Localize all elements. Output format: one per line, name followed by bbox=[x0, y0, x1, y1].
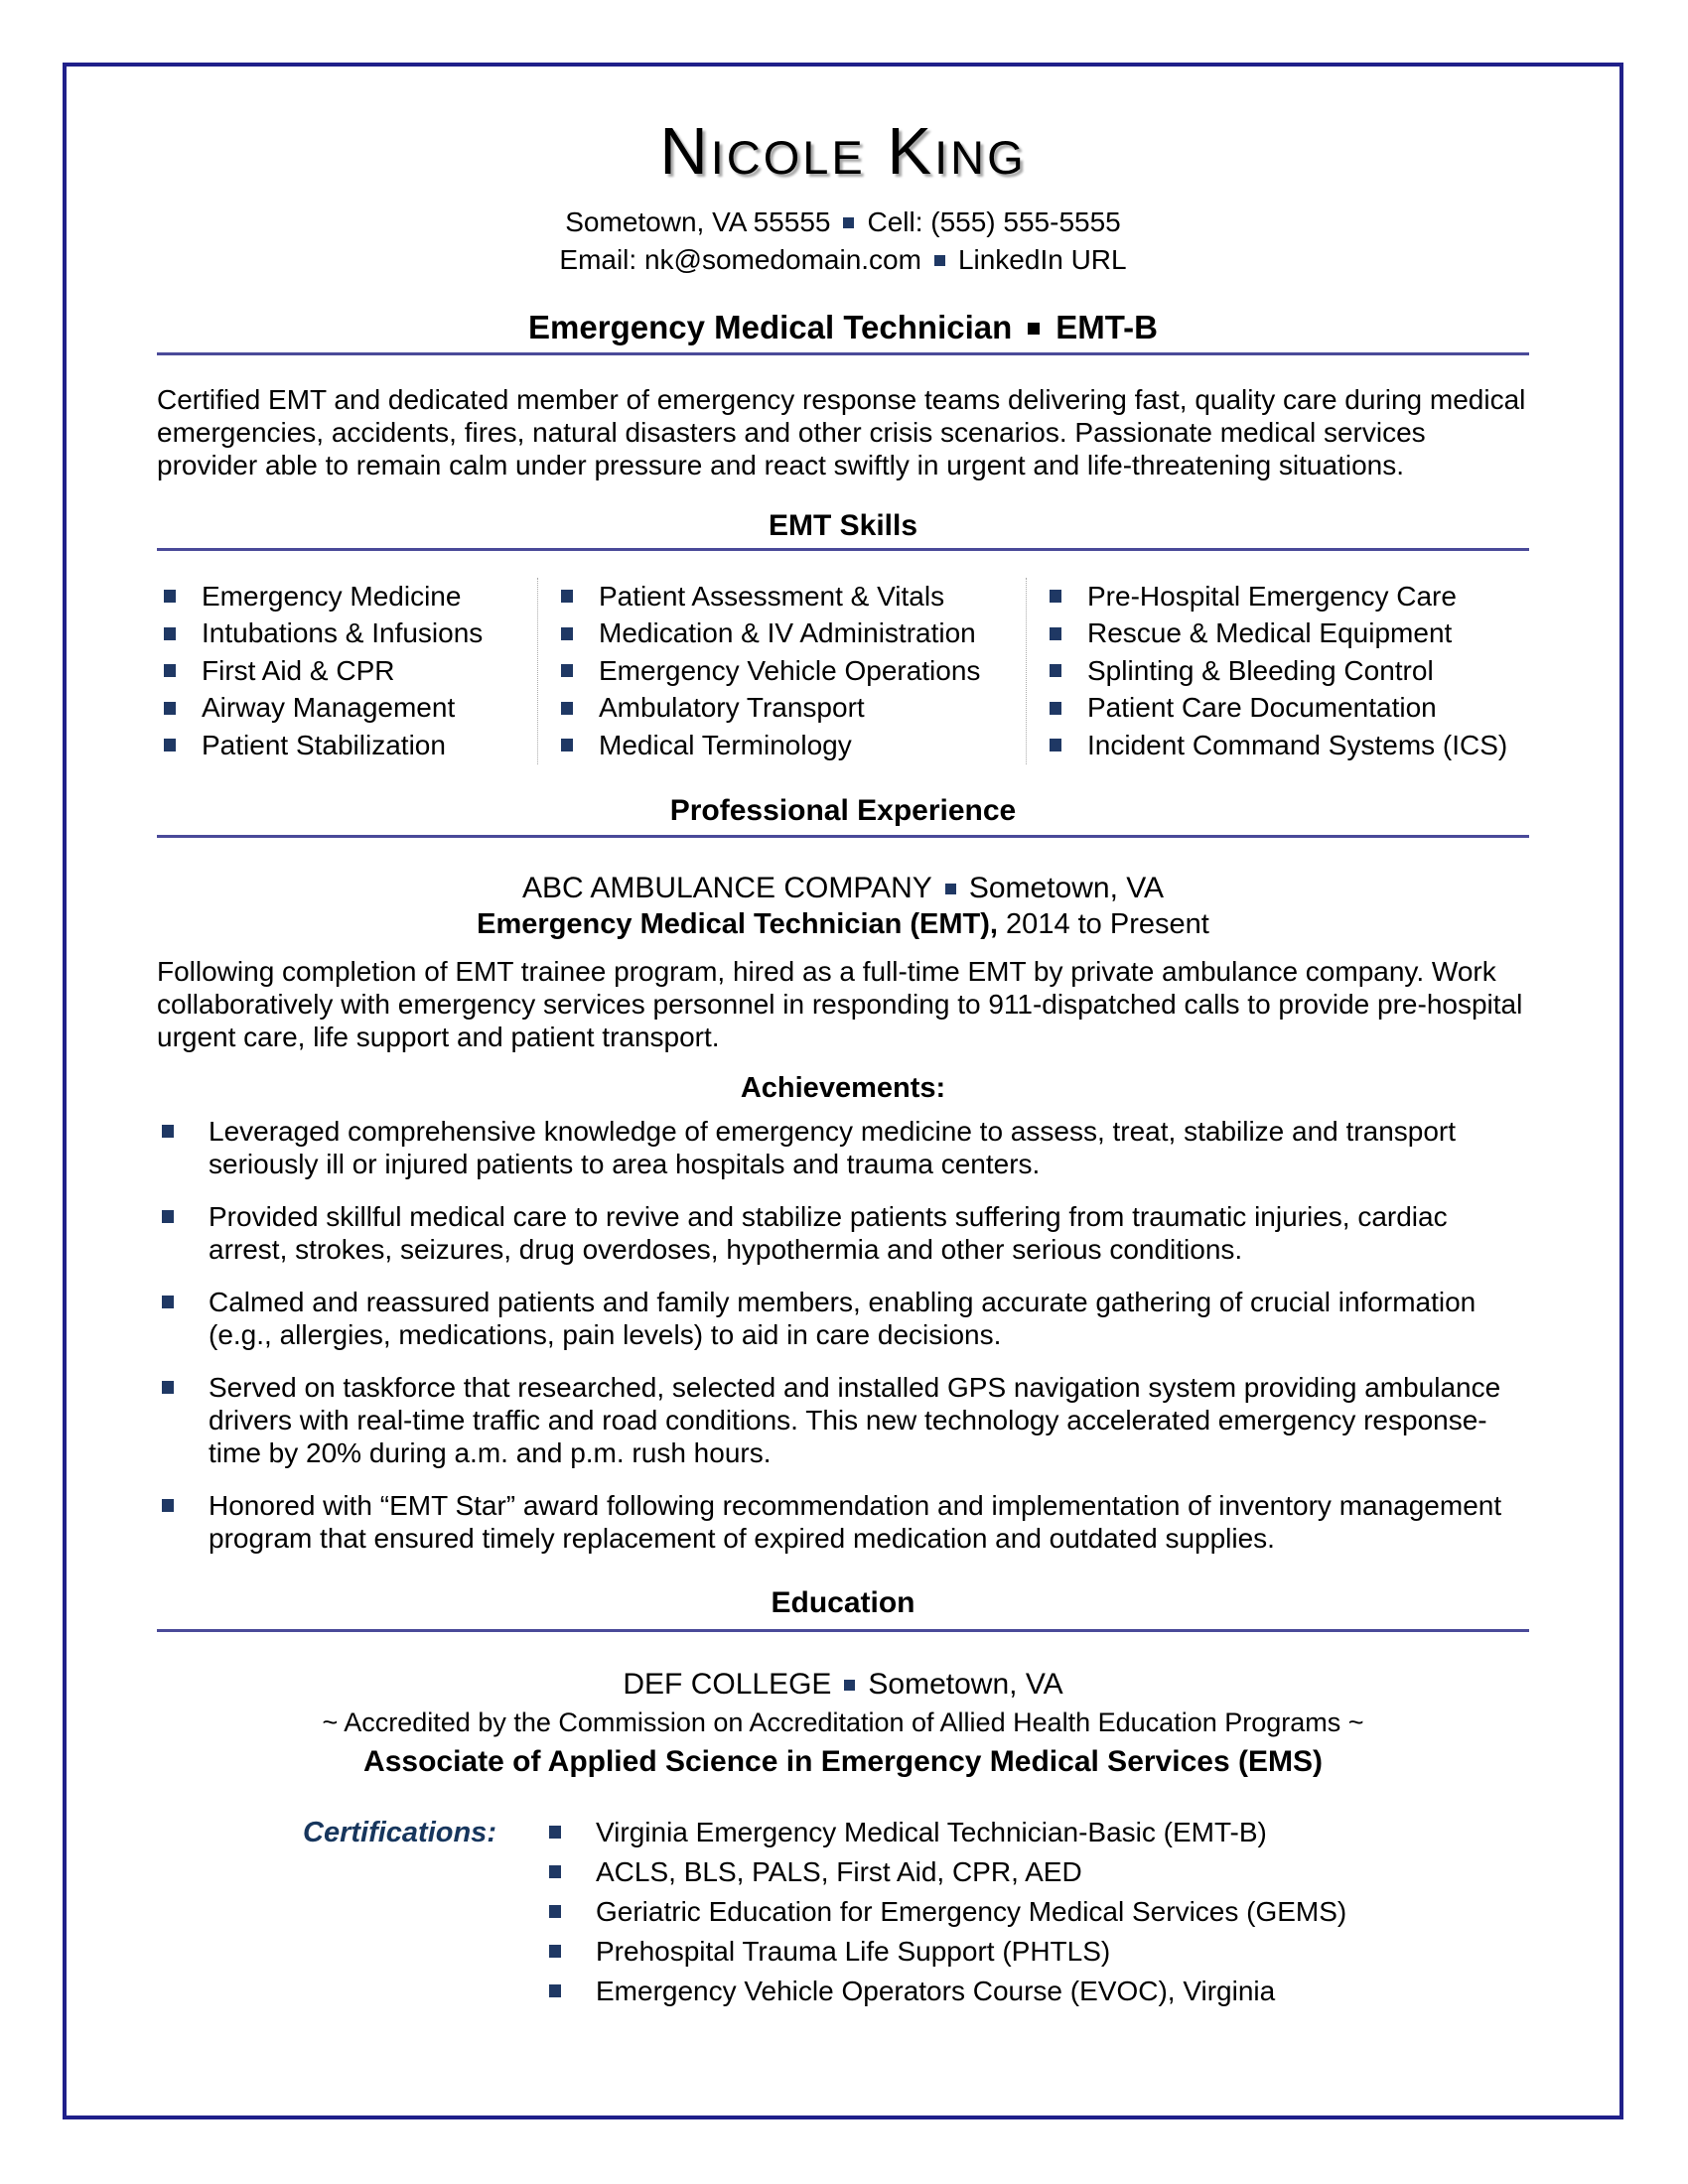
certification-item bbox=[549, 1813, 1346, 1852]
email-text: Email: nk@somedomain.com bbox=[559, 244, 921, 275]
skill-item bbox=[561, 727, 1026, 764]
skill-label: Airway Management bbox=[202, 692, 456, 724]
achievement-item bbox=[157, 1371, 1529, 1469]
skill-label: Patient Stabilization bbox=[202, 729, 446, 760]
separator-square-icon bbox=[945, 884, 956, 894]
accreditation-line: ~ Accredited by the Commission on Accreditation of Allied Health Education Programs ~ bbox=[322, 1706, 1364, 1737]
skill-label: Medication & IV Administration bbox=[599, 617, 976, 649]
skill-item bbox=[164, 727, 537, 764]
experience-description: Following completion of EMT trainee program, hired as a full-time EMT by private ambulance company. Work collaboratively with emergency services personnel in responding to 911-dispatched calls to provide pre-hospital urgent care, life support and patient transport. bbox=[157, 955, 1523, 1052]
skill-bullet-icon bbox=[164, 627, 176, 640]
skill-bullet-icon bbox=[561, 590, 573, 603]
education-rule bbox=[157, 1629, 1529, 1632]
resume-content bbox=[67, 106, 1619, 2011]
company-location: Sometown, VA bbox=[968, 871, 1165, 904]
skill-bullet-icon bbox=[1050, 702, 1061, 715]
certification-text: ACLS, BLS, PALS, First Aid, CPR, AED bbox=[596, 1855, 1082, 1887]
location-text: Sometown, VA 55555 bbox=[565, 206, 831, 237]
skill-label: Pre-Hospital Emergency Care bbox=[1087, 580, 1457, 612]
skills-column-1 bbox=[157, 578, 537, 764]
skill-item bbox=[1050, 578, 1529, 615]
skill-bullet-icon bbox=[164, 664, 176, 677]
skill-label: Medical Terminology bbox=[599, 729, 852, 760]
skill-item bbox=[561, 690, 1026, 728]
achievements-list bbox=[157, 1115, 1529, 1555]
certification-bullet-icon bbox=[549, 1945, 561, 1958]
skill-label: Incident Command Systems (ICS) bbox=[1087, 729, 1508, 760]
skill-label: Intubations & Infusions bbox=[202, 617, 484, 649]
name-heading: Nicole King bbox=[659, 114, 1027, 189]
skill-bullet-icon bbox=[561, 739, 573, 751]
skills-column-3 bbox=[1026, 578, 1529, 764]
certification-bullet-icon bbox=[549, 1984, 561, 1997]
achievement-text: Leveraged comprehensive knowledge of emergency medicine to assess, treat, stabilize and transport seriously ill or injured patients to area hospitals and trauma centers. bbox=[209, 1115, 1457, 1179]
skills-heading: EMT Skills bbox=[768, 509, 918, 542]
skill-label: Patient Assessment & Vitals bbox=[599, 580, 945, 612]
cell-text: Cell: (555) 555-5555 bbox=[867, 206, 1121, 237]
company-name: ABC AMBULANCE COMPANY bbox=[521, 871, 932, 904]
role-title: Emergency Medical Technician (EMT), bbox=[477, 907, 998, 940]
certifications-label: Certifications: bbox=[303, 1816, 496, 1848]
summary-paragraph: Certified EMT and dedicated member of emergency response teams delivering fast, quality care during medical emergencies, accidents, fires, natural disasters and other crisis scenarios. Passionate medical services provider able to remain calm under pressure and react swiftly in urgent and life-threatening situations. bbox=[157, 384, 1526, 480]
job-title-text: Emergency Medical Technician bbox=[528, 309, 1013, 345]
achievement-text: Served on taskforce that researched, selected and installed GPS navigation system providing ambulance drivers with real-time traffic and road conditions. This new technology accelerated emergency response-time by 20% during a.m. and p.m. rush hours. bbox=[209, 1371, 1501, 1468]
skill-label: Splinting & Bleeding Control bbox=[1087, 654, 1434, 686]
achievement-item bbox=[157, 1489, 1529, 1555]
achievement-bullet-icon bbox=[162, 1499, 174, 1512]
skill-item bbox=[164, 615, 537, 653]
job-title-heading bbox=[157, 307, 1529, 348]
skill-bullet-icon bbox=[561, 702, 573, 715]
company-line bbox=[157, 871, 1529, 906]
contact-line-1 bbox=[157, 204, 1529, 241]
skill-label: Ambulatory Transport bbox=[599, 692, 865, 724]
certifications-list bbox=[549, 1813, 1346, 2011]
skill-label: Patient Care Documentation bbox=[1087, 692, 1437, 724]
achievements-heading: Achievements: bbox=[740, 1071, 946, 1104]
skills-column-2 bbox=[537, 578, 1026, 764]
achievement-bullet-icon bbox=[162, 1381, 174, 1394]
certification-bullet-icon bbox=[549, 1905, 561, 1918]
achievement-bullet-icon bbox=[162, 1125, 174, 1138]
certification-item bbox=[549, 1892, 1346, 1932]
education-heading: Education bbox=[771, 1585, 915, 1619]
resume-page bbox=[63, 63, 1623, 2119]
skill-bullet-icon bbox=[561, 627, 573, 640]
skill-item bbox=[561, 615, 1026, 653]
skill-bullet-icon bbox=[164, 739, 176, 751]
achievement-item bbox=[157, 1286, 1529, 1351]
role-line bbox=[157, 906, 1529, 942]
skill-label: Rescue & Medical Equipment bbox=[1087, 617, 1453, 649]
certification-bullet-icon bbox=[549, 1826, 561, 1839]
skill-bullet-icon bbox=[164, 590, 176, 603]
skill-item bbox=[1050, 652, 1529, 690]
skill-bullet-icon bbox=[1050, 590, 1061, 603]
degree-line: Associate of Applied Science in Emergency Medical Services (EMS) bbox=[363, 1744, 1323, 1778]
certification-bullet-icon bbox=[549, 1865, 561, 1878]
linkedin-text: LinkedIn URL bbox=[957, 244, 1127, 275]
skill-label: Emergency Medicine bbox=[202, 580, 462, 612]
achievement-item bbox=[157, 1115, 1529, 1180]
skill-item bbox=[1050, 727, 1529, 764]
achievement-text: Provided skillful medical care to revive and stabilize patients suffering from traumatic injuries, cardiac arrest, strokes, seizures, drug overdoses, hypothermia and other serious conditions. bbox=[209, 1200, 1448, 1265]
skill-item bbox=[164, 690, 537, 728]
skills-rule bbox=[157, 548, 1529, 551]
skill-label: Emergency Vehicle Operations bbox=[599, 654, 981, 686]
college-line bbox=[157, 1666, 1529, 1704]
contact-line-2 bbox=[157, 241, 1529, 279]
certification-text: Emergency Vehicle Operators Course (EVOC), Virginia bbox=[596, 1975, 1276, 2006]
skill-item bbox=[164, 652, 537, 690]
separator-square-icon bbox=[843, 217, 854, 228]
college-name: DEF COLLEGE bbox=[623, 1667, 832, 1701]
achievement-bullet-icon bbox=[162, 1296, 174, 1308]
separator-square-icon bbox=[844, 1680, 855, 1691]
separator-square-icon bbox=[934, 255, 945, 266]
skill-item bbox=[164, 578, 537, 615]
achievement-bullet-icon bbox=[162, 1210, 174, 1223]
certification-text: Virginia Emergency Medical Technician-Basic (EMT-B) bbox=[596, 1816, 1267, 1847]
achievement-item bbox=[157, 1200, 1529, 1266]
experience-rule bbox=[157, 835, 1529, 838]
skill-item bbox=[561, 652, 1026, 690]
college-location: Sometown, VA bbox=[868, 1667, 1063, 1701]
skill-bullet-icon bbox=[1050, 664, 1061, 677]
certification-text: Prehospital Trauma Life Support (PHTLS) bbox=[596, 1935, 1111, 1967]
achievement-text: Honored with “EMT Star” award following recommendation and implementation of inventory management program that ensured timely replacement of expired medication and outdated supplies. bbox=[209, 1489, 1502, 1554]
certification-item bbox=[549, 1852, 1346, 1892]
skill-item bbox=[1050, 615, 1529, 653]
skill-bullet-icon bbox=[1050, 739, 1061, 751]
achievement-text: Calmed and reassured patients and family members, enabling accurate gathering of crucial information (e.g., allergies, medications, pain levels) to aid in care decisions. bbox=[209, 1286, 1477, 1350]
separator-square-icon bbox=[1028, 323, 1040, 335]
skill-item bbox=[1050, 690, 1529, 728]
certification-text: Geriatric Education for Emergency Medical Services (GEMS) bbox=[596, 1895, 1347, 1927]
certifications-section bbox=[157, 1813, 1529, 2011]
skill-item bbox=[561, 578, 1026, 615]
job-title-level: EMT-B bbox=[1055, 309, 1158, 345]
skill-bullet-icon bbox=[561, 664, 573, 677]
certification-item bbox=[549, 1932, 1346, 1972]
title-rule bbox=[157, 352, 1529, 355]
certification-item bbox=[549, 1972, 1346, 2011]
skills-grid bbox=[157, 578, 1529, 764]
skill-label: First Aid & CPR bbox=[202, 654, 395, 686]
skill-bullet-icon bbox=[1050, 627, 1061, 640]
skill-bullet-icon bbox=[164, 702, 176, 715]
experience-heading: Professional Experience bbox=[669, 793, 1017, 827]
role-dates: 2014 to Present bbox=[998, 907, 1209, 940]
